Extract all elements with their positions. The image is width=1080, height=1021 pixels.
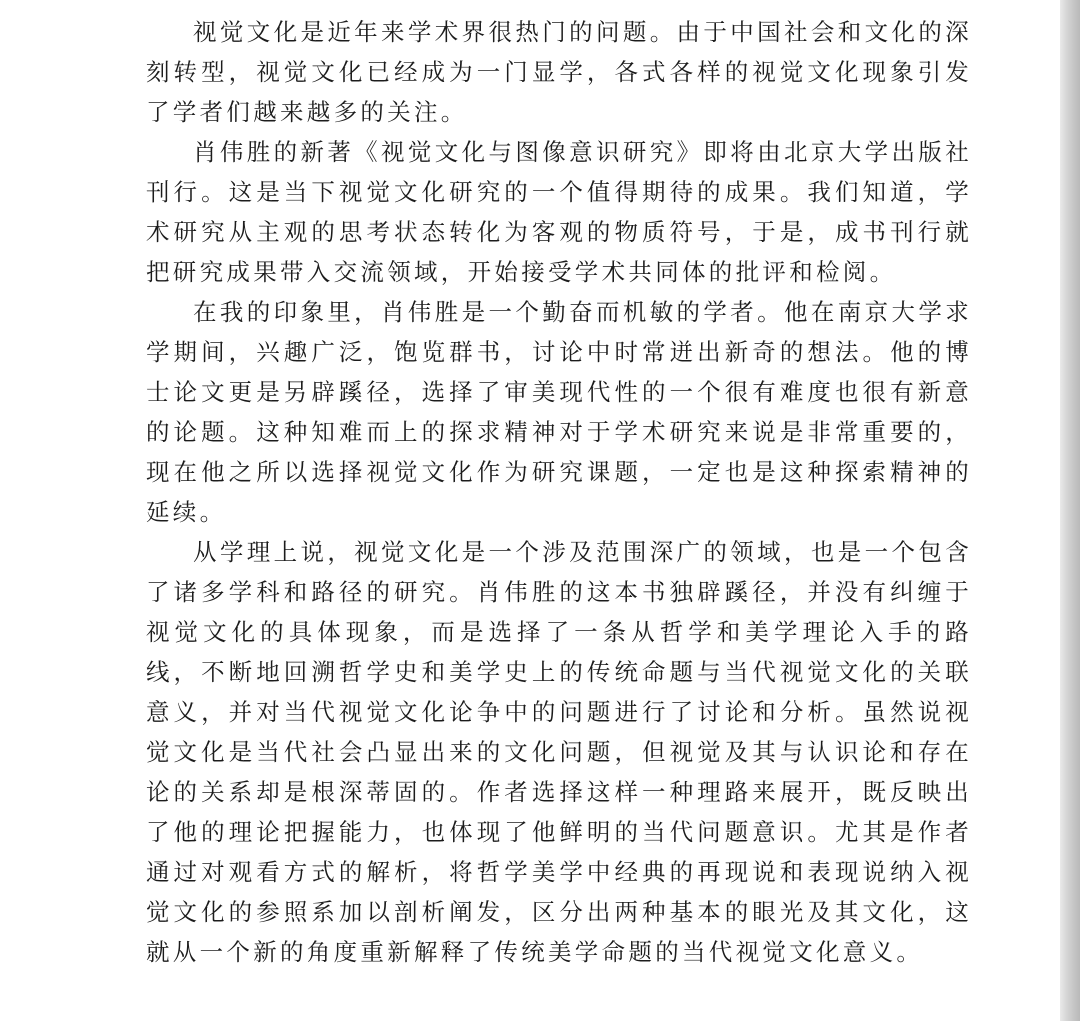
body-text [146,12,972,972]
paragraph-2: 肖伟胜的新著《视觉文化与图像意识研究》即将由北京大学出版社刊行。这是当下视觉文化研究的一个值得期待的成果。我们知道，学术研究从主观的思考状态转化为客观的物质符号，于是，成书刊行就把研究成果带入交流领域，开始接受学术共同体的批评和检阅。 [146,138,972,286]
paragraph-4: 从学理上说，视觉文化是一个涉及范围深广的领域，也是一个包含了诸多学科和路径的研究。肖伟胜的这本书独辟蹊径，并没有纠缠于视觉文化的具体现象，而是选择了一条从哲学和美学理论入手的路线，不断地回溯哲学史和美学史上的传统命题与当代视觉文化的关联意义，并对当代视觉文化论争中的问题进行了讨论和分析。虽然说视觉文化是当代社会凸显出来的文化问题，但视觉及其与认识论和存在论的关系却是根深蒂固的。作者选择这样一种理路来展开，既反映出了他的理论把握能力，也体现了他鲜明的当代问题意识。尤其是作者通过对观看方式的解析，将哲学美学中经典的再现说和表现说纳入视觉文化的参照系加以剖析阐发，区分出两种基本的眼光及其文化，这就从一个新的角度重新解释了传统美学命题的当代视觉文化意义。 [146,538,972,966]
page-edge-shadow [1060,0,1080,1021]
paragraph-3: 在我的印象里，肖伟胜是一个勤奋而机敏的学者。他在南京大学求学期间，兴趣广泛，饱览群书，讨论中时常迸出新奇的想法。他的博士论文更是另辟蹊径，选择了审美现代性的一个很有难度也很有新意的论题。这种知难而上的探求精神对于学术研究来说是非常重要的，现在他之所以选择视觉文化作为研究课题，一定也是这种探索精神的延续。 [146,298,972,526]
paragraph-1: 视觉文化是近年来学术界很热门的问题。由于中国社会和文化的深刻转型，视觉文化已经成为一门显学，各式各样的视觉文化现象引发了学者们越来越多的关注。 [146,18,972,126]
